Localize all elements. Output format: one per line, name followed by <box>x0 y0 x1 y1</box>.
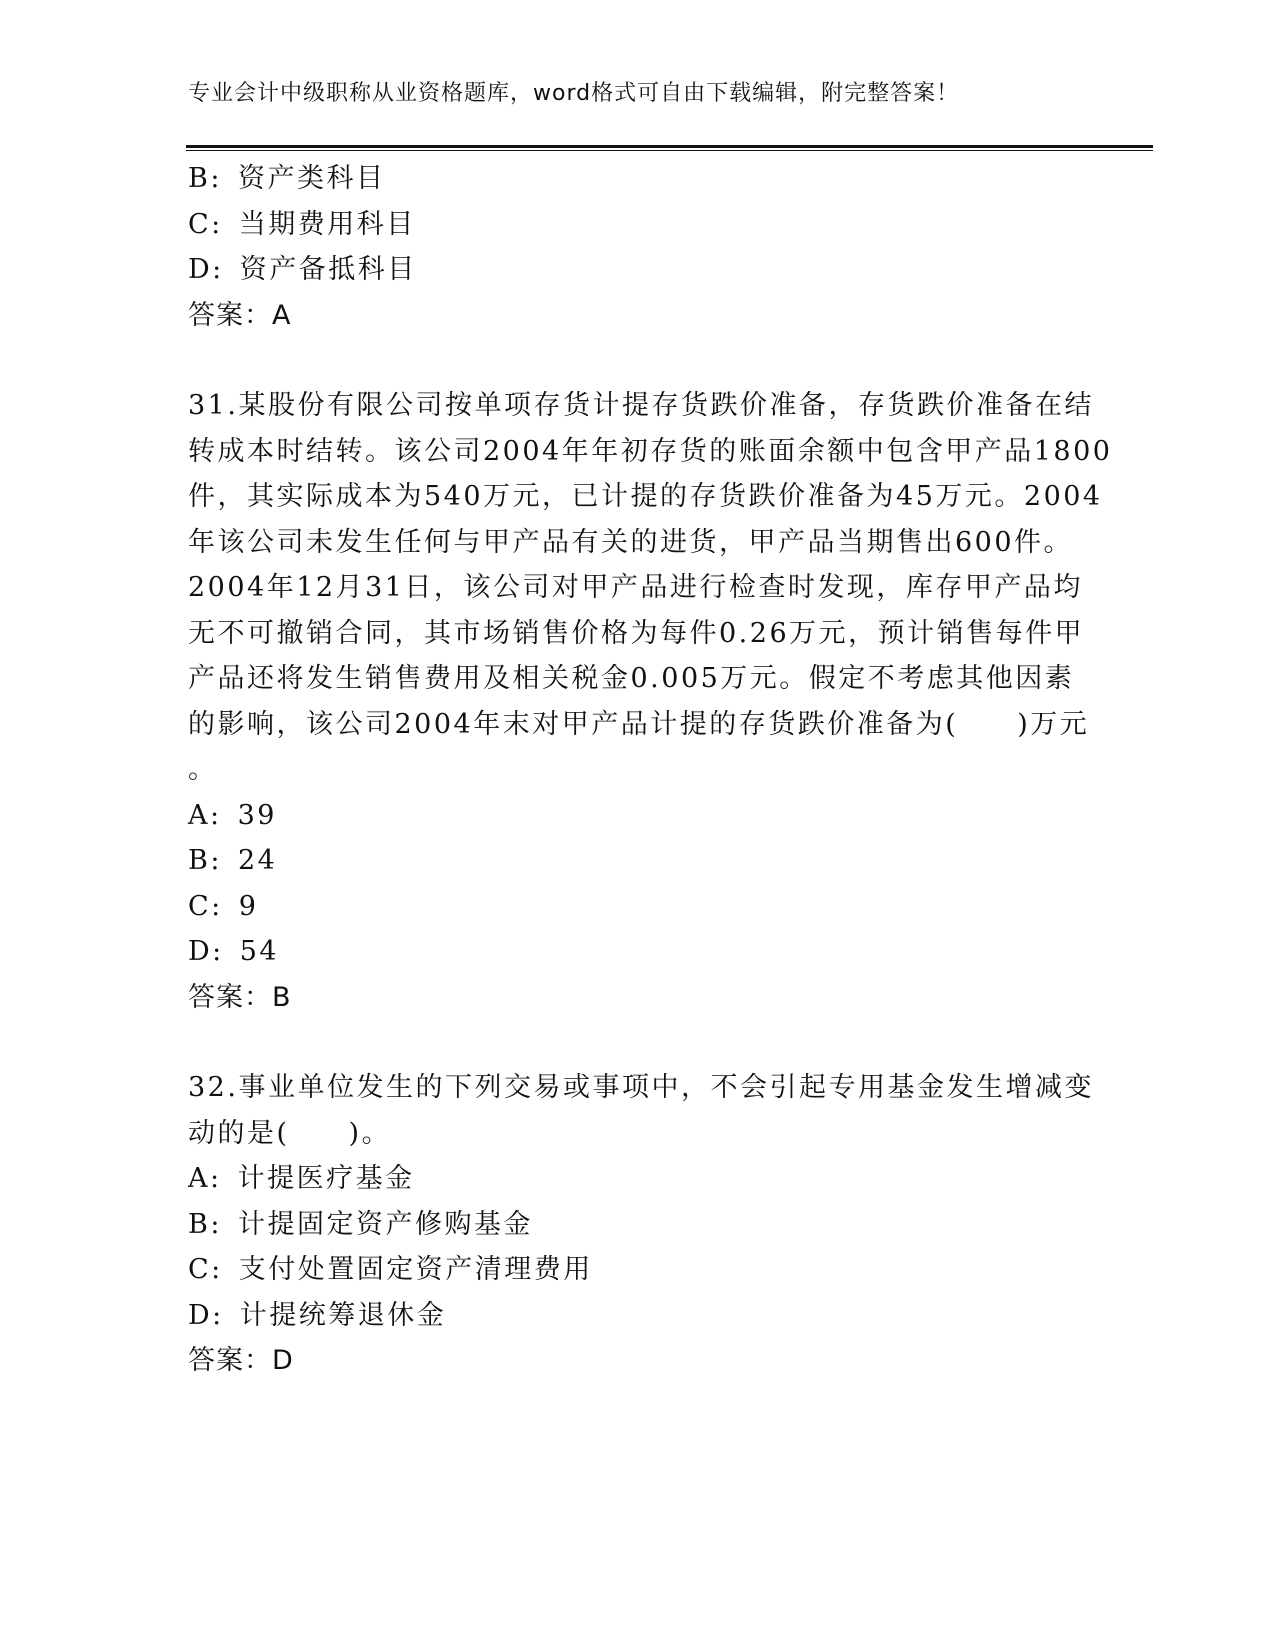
answer: 答案：A <box>188 299 292 331</box>
question-stem-line: 转成本时结转。该公司2004年年初存货的账面余额中包含甲产品1800 <box>188 435 1113 467</box>
answer: 答案：B <box>188 981 292 1013</box>
option-text: 资产类科目 <box>237 163 386 194</box>
option-label: B: <box>188 163 222 194</box>
question-stem-line: 。 <box>188 754 218 785</box>
header-rule-thick <box>186 145 1153 148</box>
option-label: C: <box>188 208 223 240</box>
option-c <box>188 884 1088 930</box>
question-stem-line: 31.某股份有限公司按单项存货计提存货跌价准备，存货跌价准备在结 <box>188 390 1094 421</box>
question-stem-line: 产品还将发生销售费用及相关税金0.005万元。假定不考虑其他因素 <box>188 663 1075 694</box>
question-stem-line: 年该公司未发生任何与甲产品有关的进货，甲产品当期售出600件。 <box>188 526 1074 558</box>
option-label: C: <box>188 890 223 922</box>
option-text: 计提统筹退休金 <box>239 1299 447 1331</box>
option-text: 计提医疗基金 <box>237 1163 415 1194</box>
document-header: 专业会计中级职称从业资格题库，word格式可自由下载编辑，附完整答案！ <box>188 81 960 106</box>
option-label: C: <box>188 1254 223 1285</box>
question-stem-line: 动的是( )。 <box>188 1117 392 1149</box>
option-label: A: <box>188 1163 222 1194</box>
previous-question <box>188 156 1088 338</box>
option-d <box>188 247 1088 293</box>
option-text: 39 <box>237 799 277 831</box>
option-a <box>188 1156 1088 1202</box>
option-label: D: <box>188 1299 224 1331</box>
option-label: B: <box>188 1208 222 1240</box>
option-b <box>188 156 1088 202</box>
option-text: 支付处置固定资产清理费用 <box>238 1254 593 1285</box>
option-a <box>188 793 1088 839</box>
option-label: A: <box>188 799 222 831</box>
option-b <box>188 838 1088 884</box>
question-31 <box>188 383 1113 1020</box>
question-stem-line: 件，其实际成本为540万元，已计提的存货跌价准备为45万元。2004 <box>188 481 1103 512</box>
question-stem-line: 无不可撤销合同，其市场销售价格为每件0.26万元，预计销售每件甲 <box>188 617 1085 649</box>
spacer <box>188 338 1088 383</box>
option-text: 24 <box>237 845 278 876</box>
option-d <box>188 1293 1088 1339</box>
option-text: 9 <box>238 890 259 922</box>
option-text: 54 <box>239 936 280 967</box>
option-b <box>188 1202 1088 1248</box>
question-32 <box>188 1065 1094 1384</box>
option-text: 计提固定资产修购基金 <box>237 1208 533 1240</box>
option-label: B: <box>188 845 222 876</box>
question-stem-line: 的影响，该公司2004年末对甲产品计提的存货跌价准备为( )万元 <box>188 708 1090 740</box>
option-label: D: <box>188 936 224 967</box>
option-c <box>188 202 1088 248</box>
header-rule-thin <box>186 150 1153 151</box>
answer: 答案：D <box>188 1345 294 1376</box>
spacer <box>188 1020 1088 1065</box>
question-stem-line: 2004年12月31日，该公司对甲产品进行检查时发现，库存甲产品均 <box>188 572 1083 603</box>
option-d <box>188 929 1088 975</box>
question-content <box>188 156 1113 1384</box>
option-text: 当期费用科目 <box>238 208 416 240</box>
option-label: D: <box>188 254 224 285</box>
option-text: 资产备抵科目 <box>239 254 417 285</box>
question-stem-line: 32.事业单位发生的下列交易或事项中，不会引起专用基金发生增减变 <box>188 1072 1094 1103</box>
option-c <box>188 1247 1088 1293</box>
